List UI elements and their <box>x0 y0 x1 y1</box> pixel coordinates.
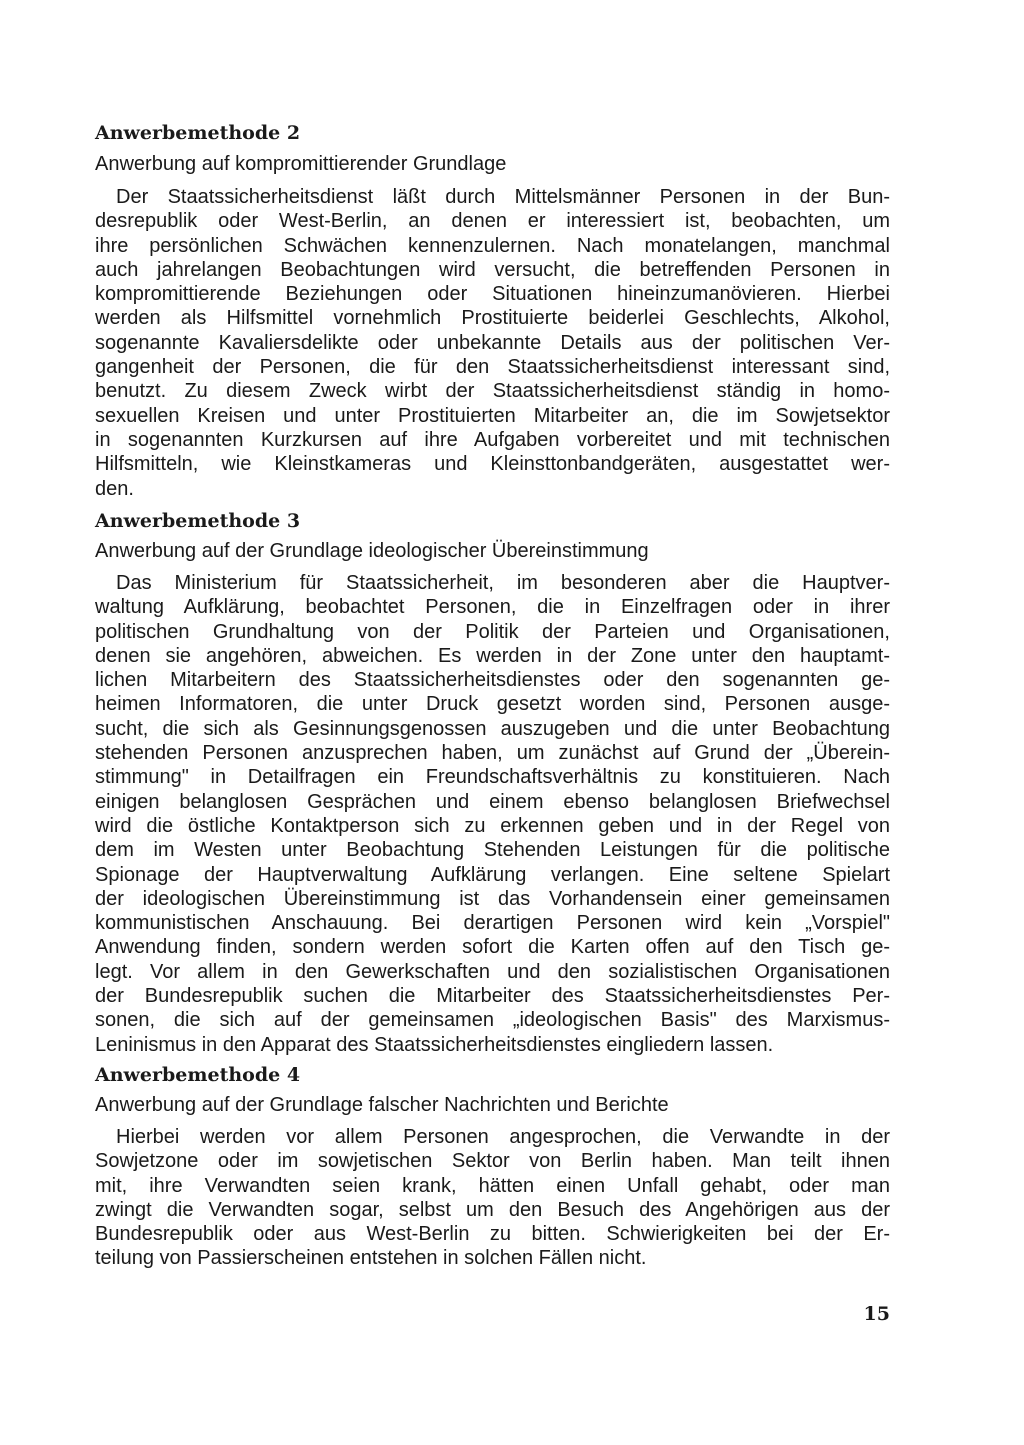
section-heading: Anwerbemethode 3 <box>95 510 301 532</box>
section-paragraph <box>95 185 890 501</box>
text-line: stimmung" in Detailfragen ein Freundschaftsverhältnis zu konstituieren. Nach <box>95 766 890 789</box>
section-subheading: Anwerbung auf der Grundlage ideologischer Übereinstimmung <box>95 540 649 562</box>
text-line: kommunistischen Anschauung. Bei derartigen Personen wird kein „Vorspiel" <box>95 912 890 935</box>
text-line: sogenannte Kavaliersdelikte oder unbekannte Details aus der politischen Ver- <box>95 331 890 354</box>
text-line: Anwendung finden, sondern werden sofort die Karten offen auf den Tisch ge- <box>95 936 890 959</box>
text-line: waltung Aufklärung, beobachtet Personen, die in Einzelfragen oder in ihrer <box>95 596 890 619</box>
section-anwerbemethode-2 <box>95 120 890 501</box>
section-paragraph <box>95 1125 890 1271</box>
text-line: ihre persönlichen Schwächen kennenzulernen. Nach monatelangen, manchmal <box>95 234 890 257</box>
text-line: sexuellen Kreisen und unter Prostituierten Mitarbeiter an, die im Sowjetsektor <box>95 404 890 427</box>
text-line: auch jahrelangen Beobachtungen wird versucht, die betreffenden Personen in <box>95 258 890 281</box>
text-line: Das Ministerium für Staatssicherheit, im besonderen aber die Hauptver- <box>116 572 890 594</box>
text-line: teilung von Passierscheinen entstehen in solchen Fällen nicht. <box>95 1247 647 1270</box>
section-heading: Anwerbemethode 4 <box>95 1064 301 1086</box>
text-line: Bundesrepublik oder aus West-Berlin zu bitten. Schwierigkeiten bei der Er- <box>95 1223 890 1246</box>
text-line: lichen Mitarbeitern des Staatssicherheitsdienstes oder den sogenannten ge- <box>95 669 890 692</box>
text-line: gangenheit der Personen, die für den Staatssicherheitsdienst interessant sind, <box>95 356 890 379</box>
section-paragraph <box>95 571 890 1057</box>
text-line: werden als Hilfsmittel vornehmlich Prostituierte beiderlei Geschlechts, Alkohol, <box>95 307 890 330</box>
text-line: Der Staatssicherheitsdienst läßt durch Mittelsmänner Personen in der Bun- <box>116 186 890 208</box>
page-number: 15 <box>863 1303 890 1325</box>
text-line: sonen, die sich auf der gemeinsamen „ideologischen Basis" des Marxismus- <box>95 1009 890 1032</box>
text-line: Leninismus in den Apparat des Staatssicherheitsdienstes eingliedern lassen. <box>95 1033 774 1056</box>
text-line: in sogenannten Kurzkursen auf ihre Aufgaben vorbereitet und mit technischen <box>95 428 890 451</box>
text-line: Hierbei werden vor allem Personen angesprochen, die Verwandte in der <box>116 1126 890 1148</box>
text-line: politischen Grundhaltung von der Politik der Parteien und Organisationen, <box>95 620 890 643</box>
text-line: der ideologischen Übereinstimmung ist das Vorhandensein einer gemeinsamen <box>95 887 890 910</box>
text-line: benutzt. Zu diesem Zweck wirbt der Staatssicherheitsdienst ständig in homo- <box>95 380 890 403</box>
section-subheading: Anwerbung auf der Grundlage falscher Nachrichten und Berichte <box>95 1094 669 1116</box>
section-subheading: Anwerbung auf kompromittierender Grundlage <box>95 153 507 175</box>
text-line: denen sie angehören, abweichen. Es werden in der Zone unter den hauptamt- <box>95 644 890 667</box>
text-line: Sowjetzone oder im sowjetischen Sektor von Berlin haben. Man teilt ihnen <box>95 1150 890 1173</box>
text-line: zwingt die Verwandten sogar, selbst um den Besuch des Angehörigen aus der <box>95 1198 890 1221</box>
text-line: wird die östliche Kontaktperson sich zu erkennen geben und in der Regel von <box>95 814 890 837</box>
text-line: mit, ihre Verwandten seien krank, hätten einen Unfall gehabt, oder man <box>95 1174 890 1197</box>
section-anwerbemethode-3 <box>95 508 890 1057</box>
text-line: dem im Westen unter Beobachtung Stehenden Leistungen für die politische <box>95 839 890 862</box>
text-line: stehenden Personen anzusprechen haben, um zunächst auf Grund der „Überein- <box>95 742 890 765</box>
text-line: den. <box>95 477 134 500</box>
text-line: einigen belanglosen Gesprächen und einem ebenso belanglosen Briefwechsel <box>95 790 890 813</box>
text-line: sucht, die sich als Gesinnungsgenossen auszugeben und die unter Beobachtung <box>95 717 890 740</box>
text-line: Hilfsmitteln, wie Kleinstkameras und Kleinsttonbandgeräten, ausgestattet wer- <box>95 453 890 476</box>
text-line: heimen Informatoren, die unter Druck gesetzt worden sind, Personen ausge- <box>95 693 890 716</box>
text-line: Spionage der Hauptverwaltung Aufklärung verlangen. Eine seltene Spielart <box>95 863 890 886</box>
text-line: kompromittierende Beziehungen oder Situationen hineinzumanövieren. Hierbei <box>95 283 890 306</box>
text-line: desrepublik oder West-Berlin, an denen er interessiert ist, beobachten, um <box>95 210 890 233</box>
section-heading: Anwerbemethode 2 <box>95 122 301 144</box>
section-anwerbemethode-4 <box>95 1062 890 1271</box>
text-line: legt. Vor allem in den Gewerkschaften und den sozialistischen Organisationen <box>95 960 890 983</box>
text-line: der Bundesrepublik suchen die Mitarbeiter des Staatssicherheitsdienstes Per- <box>95 985 890 1008</box>
